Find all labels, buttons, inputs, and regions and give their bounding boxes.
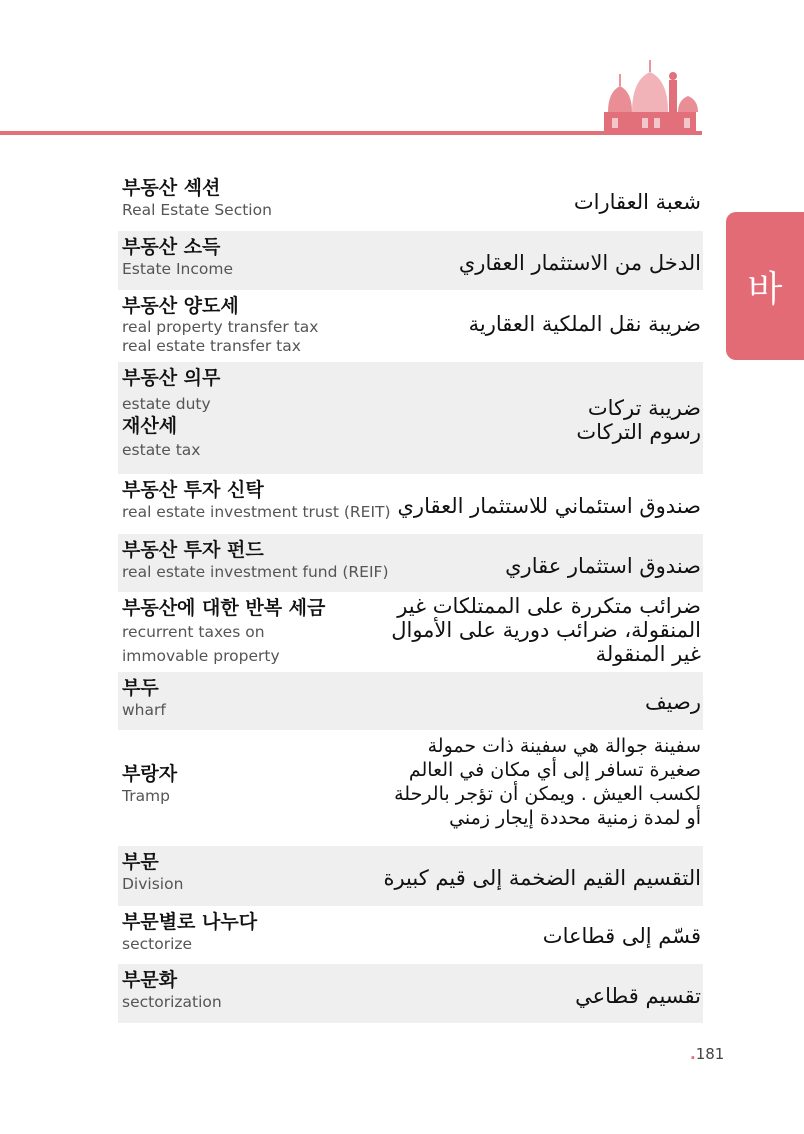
glossary-entry [118,172,703,231]
arabic-term: شعبة العقارات [573,190,701,214]
arabic-term: ضريبة تركات [587,396,701,420]
korean-term: 부문 [122,851,159,873]
arabic-term: الدخل من الاستثمار العقاري [458,251,701,275]
glossary-entry [118,362,703,474]
english-term: wharf [122,701,166,719]
page-number-value: 181 [695,1045,725,1063]
korean-term: 부문화 [122,969,178,991]
arabic-term: التقسيم القيم الضخمة إلى قيم كبيرة [383,866,701,890]
header-rule [0,131,702,135]
glossary-entry [118,846,703,906]
arabic-term: سفينة جوالة هي سفينة ذات حمولة صغيرة تسافر إلى أي مكان في العالم لكسب العيش . ويمكن أن تؤجر بالرحلة أو لمدة زمنية محددة إيجار زمني [394,735,701,829]
glossary-entry [118,592,703,672]
english-term: estate duty [122,395,211,413]
arabic-term: تقسيم قطاعي [575,984,701,1008]
korean-term: 부동산 투자 펀드 [122,539,264,561]
page-number [690,1045,724,1063]
korean-term: 부동산에 대한 반복 세금 [122,597,326,619]
english-term: Tramp [122,787,170,805]
glossary-entry [118,474,703,534]
english-term-alt: estate tax [122,441,201,459]
english-term: sectorize [122,935,193,953]
glossary-entry [118,290,703,362]
mosque-illustration [598,58,702,134]
korean-term: 부문별로 나누다 [122,911,258,933]
arabic-term: رصيف [644,690,701,714]
glossary-entry [118,231,703,290]
korean-term: 부동산 섹션 [122,177,221,199]
english-term: real estate investment fund (REIF) [122,563,389,581]
glossary-entry [118,534,703,592]
arabic-term-alt: رسوم التركات [576,420,701,444]
glossary-entry [118,906,703,964]
english-term: Estate Income [122,260,234,278]
glossary-entry [118,730,703,846]
korean-term: 부동산 소득 [122,236,221,258]
arabic-term: ضرائب متكررة على الممتلكات غير المنقولة، ضرائب دورية على الأموال غير المنقولة [391,594,701,666]
english-term: sectorization [122,993,222,1011]
section-tab-label: 바 [747,268,783,310]
english-term: real property transfer tax real estate transfer tax [122,318,319,355]
english-term: Real Estate Section [122,201,272,219]
english-term: Division [122,875,184,893]
section-tab[interactable] [726,212,804,360]
english-term: recurrent taxes on immovable property [122,623,280,665]
korean-term: 부랑자 [122,763,178,785]
glossary-entry [118,964,703,1023]
arabic-term: قسّم إلى قطاعات [542,924,701,948]
arabic-term: صندوق استثمار عقاري [505,554,701,578]
korean-term: 부동산 양도세 [122,295,239,317]
korean-term: 부동산 투자 신탁 [122,479,264,501]
korean-term-alt: 재산세 [122,415,178,437]
glossary-entry [118,672,703,730]
korean-term: 부두 [122,677,159,699]
arabic-term: صندوق استئماني للاستثمار العقاري [397,494,701,518]
english-term: real estate investment trust (REIT) [122,503,391,521]
page-number-dot: . [690,1045,696,1063]
glossary-list [118,172,703,1023]
arabic-term: ضريبة نقل الملكية العقارية [468,312,701,336]
korean-term: 부동산 의무 [122,367,221,389]
